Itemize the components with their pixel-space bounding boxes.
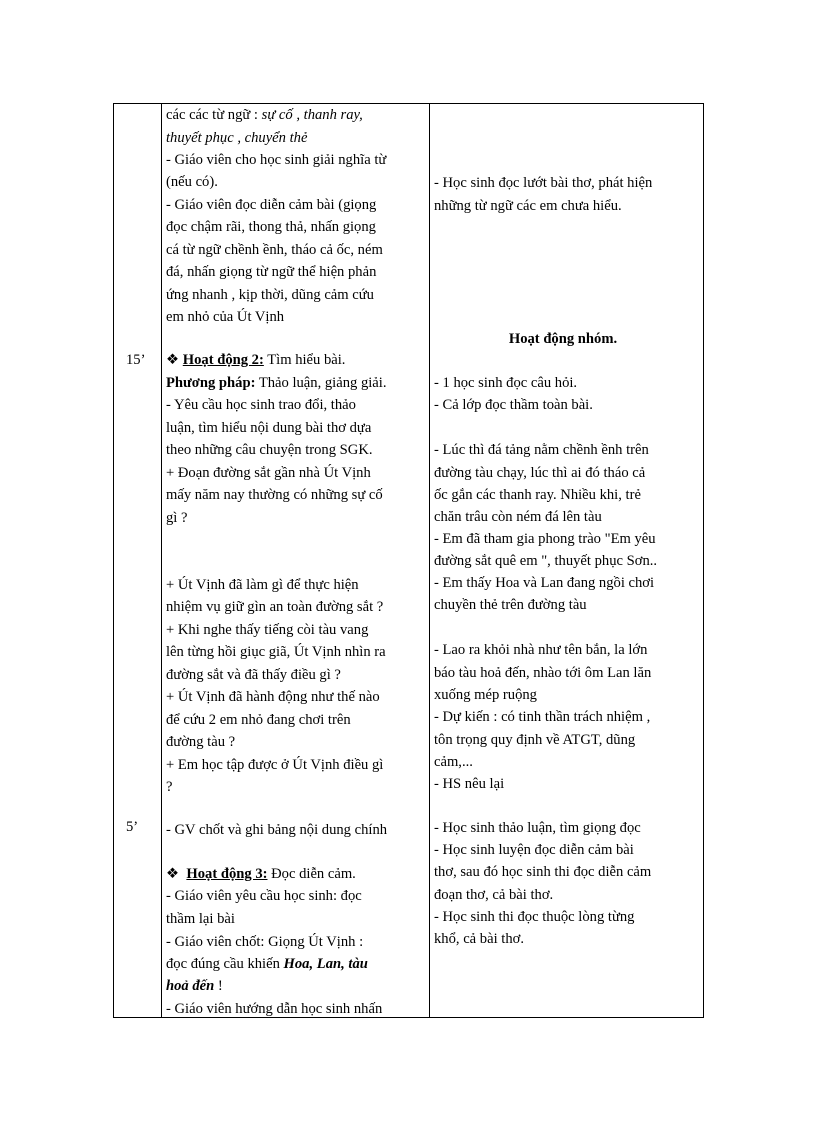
teacher-question: để cứu 2 em nhỏ đang chơi trên (166, 712, 351, 728)
teacher-line: - Giáo viên cho học sinh giải nghĩa từ (166, 152, 387, 168)
teacher-question: + Út Vịnh đã làm gì để thực hiện (166, 577, 359, 593)
teacher-question: + Út Vịnh đã hành động như thế nào (166, 689, 380, 705)
teacher-question: đường tàu ? (166, 734, 236, 750)
teacher-line: đọc đúng cầu khiến Hoa, Lan, tàu (166, 956, 368, 972)
teacher-question: + Khi nghe thấy tiếng còi tàu vang (166, 622, 369, 638)
student-answer: đường sắt quê em ", thuyết phục Sơn.. (434, 553, 658, 569)
student-line: - Học sinh đọc lướt bài thơ, phát hiện (434, 175, 653, 191)
student-answer: - Em đã tham gia phong trào "Em yêu (434, 531, 656, 547)
student-line: - 1 học sinh đọc câu hỏi. (434, 375, 578, 391)
student-answer: - Lúc thì đá tảng nằm chềnh ềnh trên (434, 442, 649, 458)
teacher-line: đọc chậm rãi, thong thả, nhấn giọng (166, 219, 376, 235)
teacher-question: + Đoạn đường sắt gần nhà Út Vịnh (166, 465, 371, 481)
teacher-line: thầm lại bài (166, 911, 235, 927)
diamond-bullet-icon: ❖ (166, 866, 180, 882)
teacher-question: nhiệm vụ giữ gìn an toàn đường sắt ? (166, 599, 384, 615)
student-line: - Học sinh luyện đọc diễn cảm bài (434, 842, 634, 858)
teacher-line: - Giáo viên chốt: Giọng Út Vịnh : (166, 934, 364, 950)
student-answer: báo tàu hoả đến, nhào tới ôm Lan lăn (434, 665, 652, 681)
teacher-line: ứng nhanh , kịp thời, dũng cảm cứu (166, 287, 374, 303)
teacher-line: luận, tìm hiểu nội dung bài thơ dựa (166, 420, 372, 436)
student-line: - Học sinh thảo luận, tìm giọng đọc (434, 820, 641, 836)
teacher-line: - Giáo viên yêu cầu học sinh: đọc (166, 888, 362, 904)
teacher-question: mấy năm nay thường có những sự cố (166, 487, 383, 503)
teacher-line: theo những câu chuyện trong SGK. (166, 442, 373, 458)
student-line: - Cả lớp đọc thầm toàn bài. (434, 397, 593, 413)
student-answer: tôn trọng quy định về ATGT, dũng (434, 732, 636, 748)
student-line: khổ, cả bài thơ. (434, 931, 524, 947)
student-answer: cảm,... (434, 754, 473, 770)
teacher-line: em nhỏ của Út Vịnh (166, 309, 285, 325)
column-divider-time (161, 104, 162, 1017)
student-answer: chăn trâu còn ném đá lên tàu (434, 509, 602, 525)
student-line: - Học sinh thi đọc thuộc lòng từng (434, 909, 635, 925)
teacher-question: lên từng hồi giục giã, Út Vịnh nhìn ra (166, 644, 386, 660)
activity-3-heading: ❖ Hoạt động 3: Đọc diễn cảm. (166, 866, 356, 882)
teacher-line: cá từ ngữ chềnh ềnh, tháo cả ốc, ném (166, 242, 383, 258)
student-answer: - Dự kiến : có tinh thần trách nhiệm , (434, 709, 651, 725)
student-answer: ốc gắn các thanh ray. Nhiều khi, trẻ (434, 487, 641, 503)
student-answer: đường tàu chạy, lúc thì ai đó tháo cả (434, 465, 646, 481)
group-activity-heading: Hoạt động nhóm. (508, 331, 618, 347)
teacher-line: các các từ ngữ : sự cố , thanh ray, (166, 107, 363, 123)
teacher-question: + Em học tập được ở Út Vịnh điều gì (166, 757, 384, 773)
student-answer: - Lao ra khỏi nhà như tên bắn, la lớn (434, 642, 648, 658)
teacher-question: ? (166, 779, 173, 795)
time-label-activity-2: 15’ (126, 352, 146, 368)
student-line: thơ, sau đó học sinh thi đọc diễn cảm (434, 864, 652, 880)
teacher-line: - GV chốt và ghi bảng nội dung chính (166, 822, 388, 838)
activity-2-heading: ❖ Hoạt động 2: Tìm hiểu bài. (166, 352, 346, 368)
teacher-line: - Yêu cầu học sinh trao đổi, thảo (166, 397, 356, 413)
method-line: Phương pháp: Thảo luận, giảng giải. (166, 375, 387, 391)
teacher-question: đường sắt và đã thấy điều gì ? (166, 667, 341, 683)
time-label-activity-3: 5’ (126, 819, 139, 835)
student-answer: chuyền thẻ trên đường tàu (434, 597, 587, 613)
student-answer: - HS nêu lại (434, 776, 505, 792)
student-answer: - Em thấy Hoa và Lan đang ngồi chơi (434, 575, 655, 591)
column-divider-student (429, 104, 430, 1017)
student-line: đoạn thơ, cả bài thơ. (434, 887, 554, 903)
teacher-line: đá, nhấn giọng từ ngữ thể hiện phản (166, 264, 377, 280)
teacher-line: hoả đến ! (166, 978, 223, 994)
teacher-line: - Giáo viên đọc diễn cảm bài (giọng (166, 197, 377, 213)
diamond-bullet-icon: ❖ (166, 352, 180, 368)
teacher-question: gì ? (166, 510, 188, 526)
teacher-line: (nếu có). (166, 174, 218, 190)
student-answer: xuống mép ruộng (434, 687, 537, 703)
teacher-line: - Giáo viên hướng dẫn học sinh nhấn (166, 1001, 383, 1017)
student-line: những từ ngữ các em chưa hiểu. (434, 198, 622, 214)
teacher-line: thuyết phục , chuyển thẻ (166, 130, 308, 146)
